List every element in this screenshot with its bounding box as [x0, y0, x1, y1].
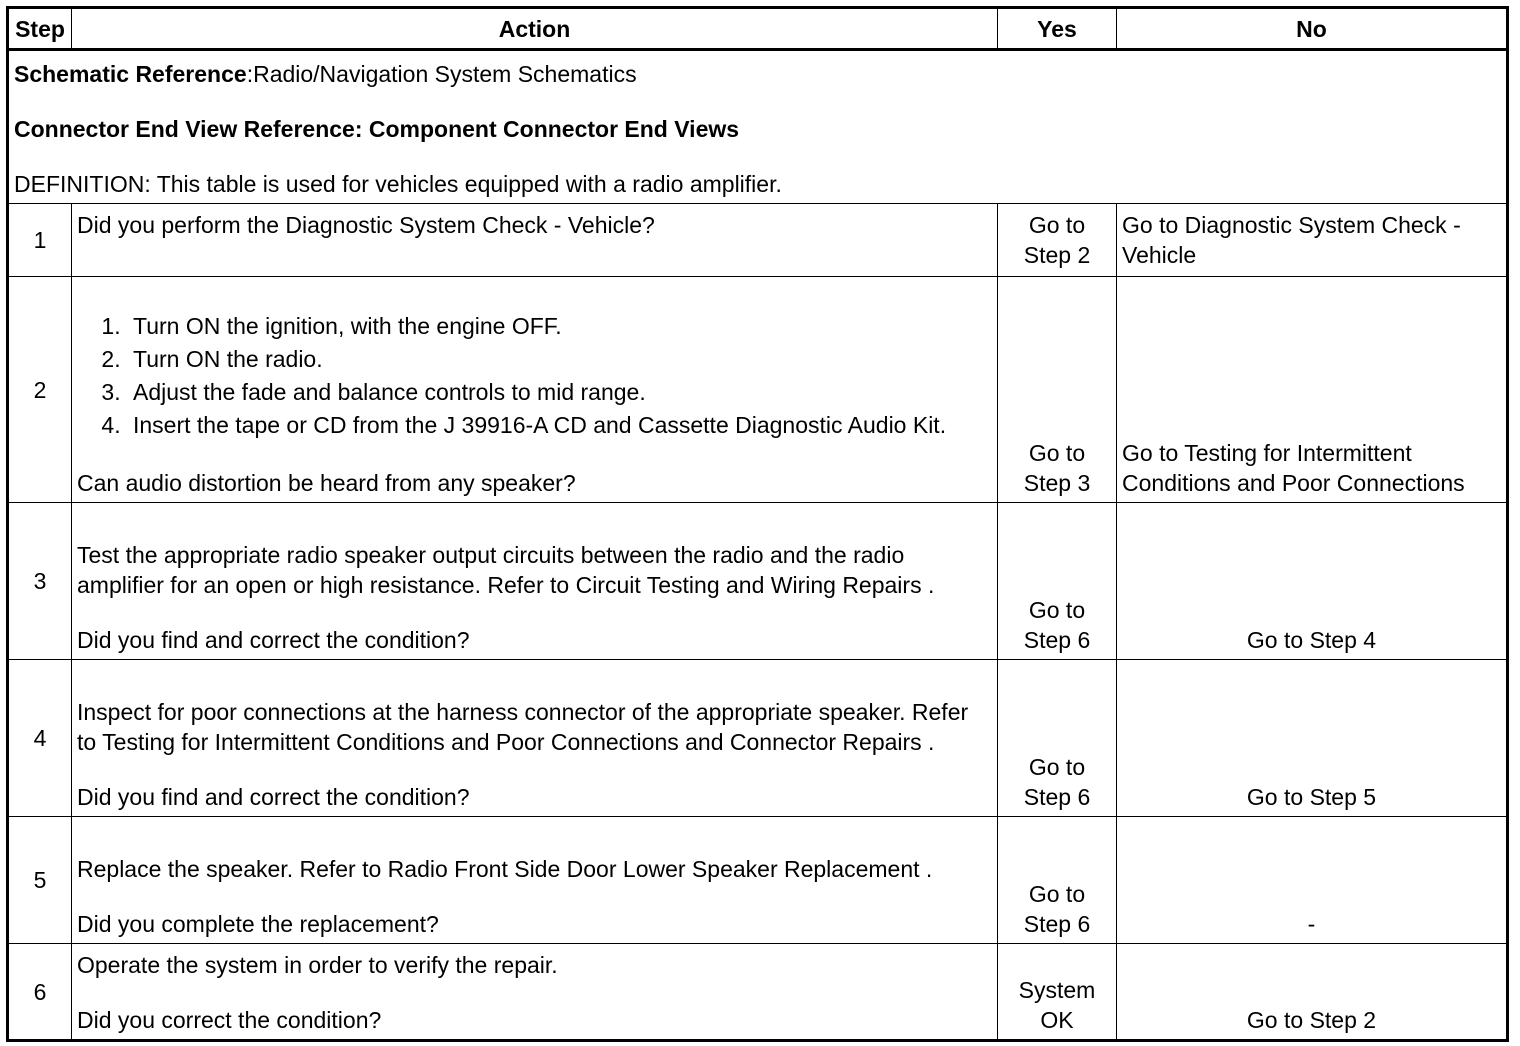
question-text: Can audio distortion be heard from any speaker? — [77, 470, 576, 496]
question-text: Did you complete the replacement? — [77, 911, 439, 937]
step-number: 2 — [8, 277, 72, 503]
table-row — [8, 817, 1508, 944]
step-number: 5 — [8, 817, 72, 944]
step-number: 1 — [8, 204, 72, 277]
action-cell — [72, 660, 998, 817]
list-item: 4. Insert the tape or CD from the J 39916-A CD and Cassette Diagnostic Audio Kit. — [127, 410, 992, 440]
action-text: Operate the system in order to verify the repair. — [77, 952, 558, 978]
action-text: Replace the speaker. Refer to Radio Front Side Door Lower Speaker Replacement . — [77, 856, 933, 882]
list-item: 1. Turn ON the ignition, with the engine OFF. — [127, 311, 992, 341]
question-text: Did you find and correct the condition? — [77, 627, 470, 653]
yes-cell: Go to Step 2 — [998, 204, 1117, 277]
no-cell: Go to Diagnostic System Check - Vehicle — [1117, 204, 1508, 277]
step-number: 4 — [8, 660, 72, 817]
no-cell: Go to Testing for Intermittent Conditions and Poor Connections — [1117, 277, 1508, 503]
no-cell: Go to Step 2 — [1117, 944, 1508, 1041]
list-item: 3. Adjust the fade and balance controls to mid range. — [127, 377, 992, 407]
step-number: 6 — [8, 944, 72, 1041]
action-steps-list — [77, 311, 992, 440]
no-cell: Go to Step 4 — [1117, 503, 1508, 660]
table-row — [8, 944, 1508, 1041]
no-cell: - — [1117, 817, 1508, 944]
header-action: Action — [72, 8, 998, 50]
yes-cell: Go to Step 6 — [998, 503, 1117, 660]
yes-cell: System OK — [998, 944, 1117, 1041]
table-row — [8, 660, 1508, 817]
action-text: Inspect for poor connections at the harness connector of the appropriate speaker. Refer to Testing for Intermittent Conditions and Poor Connections and Connector Repairs . — [77, 699, 969, 755]
table-row — [8, 503, 1508, 660]
diagnostic-table — [6, 6, 1509, 1042]
table-row — [8, 204, 1508, 277]
reference-cell — [8, 50, 1508, 204]
schematic-reference: Schematic Reference:Radio/Navigation System Schematics — [14, 61, 637, 87]
reference-row — [8, 50, 1508, 204]
yes-cell: Go to Step 6 — [998, 660, 1117, 817]
definition-text: DEFINITION: This table is used for vehicles equipped with a radio amplifier. — [14, 171, 782, 197]
yes-cell: Go to Step 6 — [998, 817, 1117, 944]
header-no: No — [1117, 8, 1508, 50]
question-text: Did you correct the condition? — [77, 1007, 382, 1033]
header-yes: Yes — [998, 8, 1117, 50]
no-cell: Go to Step 5 — [1117, 660, 1508, 817]
header-step: Step — [8, 8, 72, 50]
action-text: Test the appropriate radio speaker output circuits between the radio and the radio amplifier for an open or high resistance. Refer to Circuit Testing and Wiring Repairs . — [77, 542, 935, 598]
action-cell — [72, 944, 998, 1041]
question-text: Did you find and correct the condition? — [77, 784, 470, 810]
action-cell — [72, 277, 998, 503]
action-text: Did you perform the Diagnostic System Check - Vehicle? — [72, 204, 998, 277]
list-item: 2. Turn ON the radio. — [127, 344, 992, 374]
yes-cell: Go to Step 3 — [998, 277, 1117, 503]
connector-reference: Connector End View Reference: Component Connector End Views — [14, 116, 740, 142]
header-row — [8, 8, 1508, 50]
action-cell — [72, 503, 998, 660]
table-row — [8, 277, 1508, 503]
action-cell — [72, 817, 998, 944]
step-number: 3 — [8, 503, 72, 660]
